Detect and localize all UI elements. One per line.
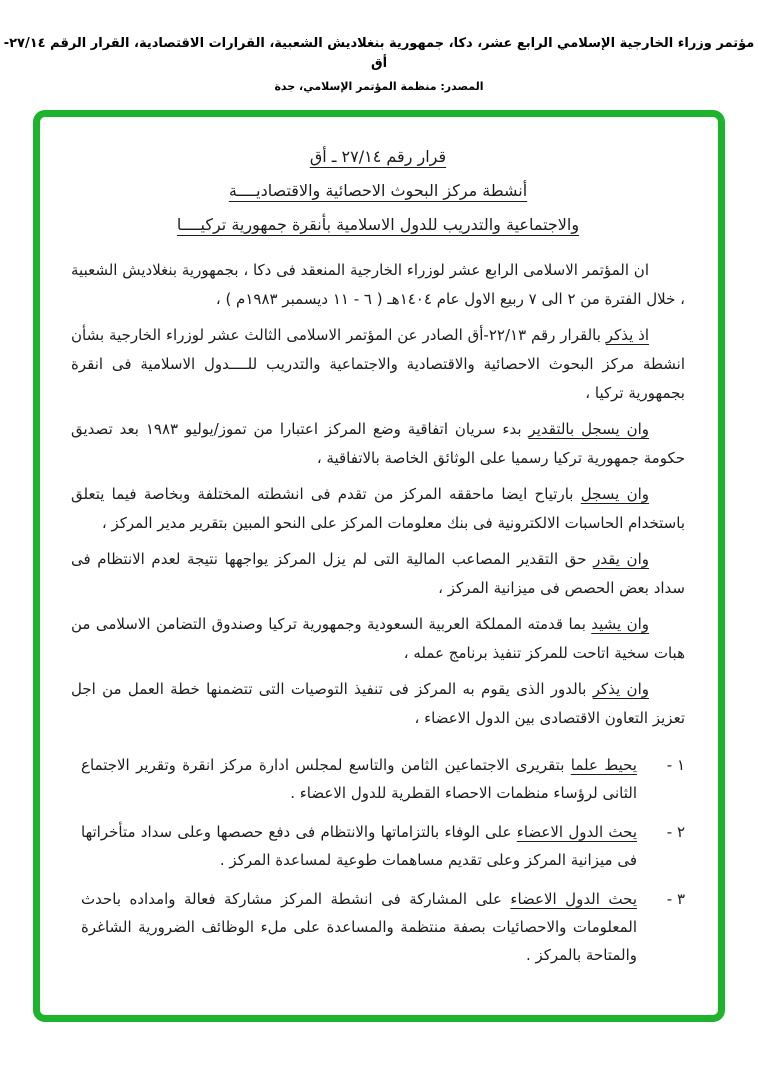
paragraph-lead: وان يسجل بالتقدير	[528, 420, 649, 438]
resolution-subject-line-2: والاجتماعية والتدريب للدول الاسلامية بأنقرة جمهورية تركيــــا	[176, 215, 580, 234]
paragraph	[71, 675, 685, 733]
paragraph	[71, 610, 685, 668]
paragraph	[71, 480, 685, 538]
paragraph-text: بالدور الذى يقوم به المركز فى تنفيذ التوصيات التى تتضمنها خطة العمل من اجل تعزيز التعاون الاقتصادى بين الدول الاعضاء ،	[71, 680, 685, 727]
caption-title: مؤتمر وزراء الخارجية الإسلامي الرابع عشر، دكا، جمهورية بنغلاديش الشعبية، القرارات الاقتصادية، القرار الرقم ٢٧/١٤-أق	[3, 36, 755, 71]
item-text	[81, 751, 637, 807]
item-lead: يحث الدول الاعضاء	[516, 823, 637, 841]
item-lead: يحيط علما	[570, 756, 637, 774]
item-lead: يحث الدول الاعضاء	[510, 890, 637, 908]
resolution-subject-line-1: أنشطة مركز البحوث الاحصائية والاقتصاديــــة	[228, 181, 528, 200]
paragraph-text: بالقرار رقم ٢٢/١٣-أق الصادر عن المؤتمر الاسلامى الثالث عشر لوزراء الخارجية بشأن انشطة مركز البحوث الاحصائية والاقتصادية والاجتماعية والتدريب للــــدول الاسلامية فى انقرة بجمهورية تركيا ،	[71, 326, 685, 402]
item-body: بتقريرى الاجتماعين الثامن والتاسع لمجلس ادارة مركز انقرة وتقرير الاجتماع الثانى لرؤساء منظمات الاحصاء القطرية للدول الاعضاء .	[81, 756, 637, 802]
resolution-number-line: قرار رقم ٢٧/١٤ ـ أق	[309, 147, 447, 166]
paragraph-lead: وان يقدر	[593, 550, 649, 568]
paragraph-text: بما قدمته المملكة العربية السعودية وجمهورية تركيا وصندوق التضامن الاسلامى من هبات سخية اتاحت للمركز تنفيذ برنامج عمله ،	[71, 615, 685, 662]
item-body: على المشاركة فى انشطة المركز مشاركة فعالة وامداده باحدث المعلومات والاحصائيات بصفة منتظمة والمساعدة على ملء الوظائف الضرورية الشاغرة والمتاحة بالمركز .	[81, 890, 637, 964]
paragraph-lead: وان يذكر	[592, 680, 649, 698]
list-item	[71, 751, 685, 807]
resolution-title	[71, 140, 685, 242]
paragraph-lead: وان يسجل	[580, 485, 649, 503]
paragraph-lead: وان يشيد	[591, 615, 649, 633]
paragraph-text: حق التقدير المصاعب المالية التى لم يزل المركز يواجهها نتيجة لعدم الانتظام فى سداد بعض الحصص فى ميزانية المركز ،	[71, 550, 685, 597]
scan-frame	[33, 110, 725, 1022]
item-text	[81, 885, 637, 969]
caption-source: المصدر: منظمة المؤتمر الإسلامي، جدة	[274, 80, 484, 93]
paragraph-text: ان المؤتمر الاسلامى الرابع عشر لوزراء الخارجية المنعقد فى دكا ، بجمهورية بنغلاديش الشعبية ، خلال الفترة من ٢ الى ٧ ربيع الاول عام ١٤٠٤هـ ( ٦ - ١١ ديسمبر ١٩٨٣م ) ،	[71, 261, 685, 308]
paragraph	[71, 545, 685, 603]
paragraph	[71, 321, 685, 408]
paragraph-lead: اذ يذكر	[605, 326, 649, 344]
paragraph-text: بارتياح ايضا ماحققه المركز من تقدم فى انشطته المختلفة وبخاصة فيما يتعلق باستخدام الحاسبات الالكترونية فى بنك معلومات المركز على النحو المبين بتقرير مدير المركز ،	[71, 485, 685, 532]
item-number: ٢ -	[666, 823, 685, 841]
item-number: ٣ -	[666, 890, 685, 908]
item-text	[81, 818, 637, 874]
caption-header	[0, 34, 758, 93]
paragraph	[71, 256, 685, 314]
operative-items	[71, 751, 685, 969]
list-item	[71, 885, 685, 969]
list-item	[71, 818, 685, 874]
item-number: ١ -	[666, 756, 685, 774]
item-body: على الوفاء بالتزاماتها والانتظام فى دفع حصصها وعلى سداد متأخراتها فى ميزانية المركز وعلى تقديم مساهمات طوعية لمساعدة المركز .	[81, 823, 637, 869]
paragraph	[71, 415, 685, 473]
scan-content	[47, 124, 711, 1008]
paragraph-text: بدء سريان اتفاقية وضع المركز اعتبارا من تموز/يوليو ١٩٨٣ بعد تصديق حكومة جمهورية تركيا رسميا على الوثائق الخاصة بالاتفاقية ،	[71, 420, 685, 467]
